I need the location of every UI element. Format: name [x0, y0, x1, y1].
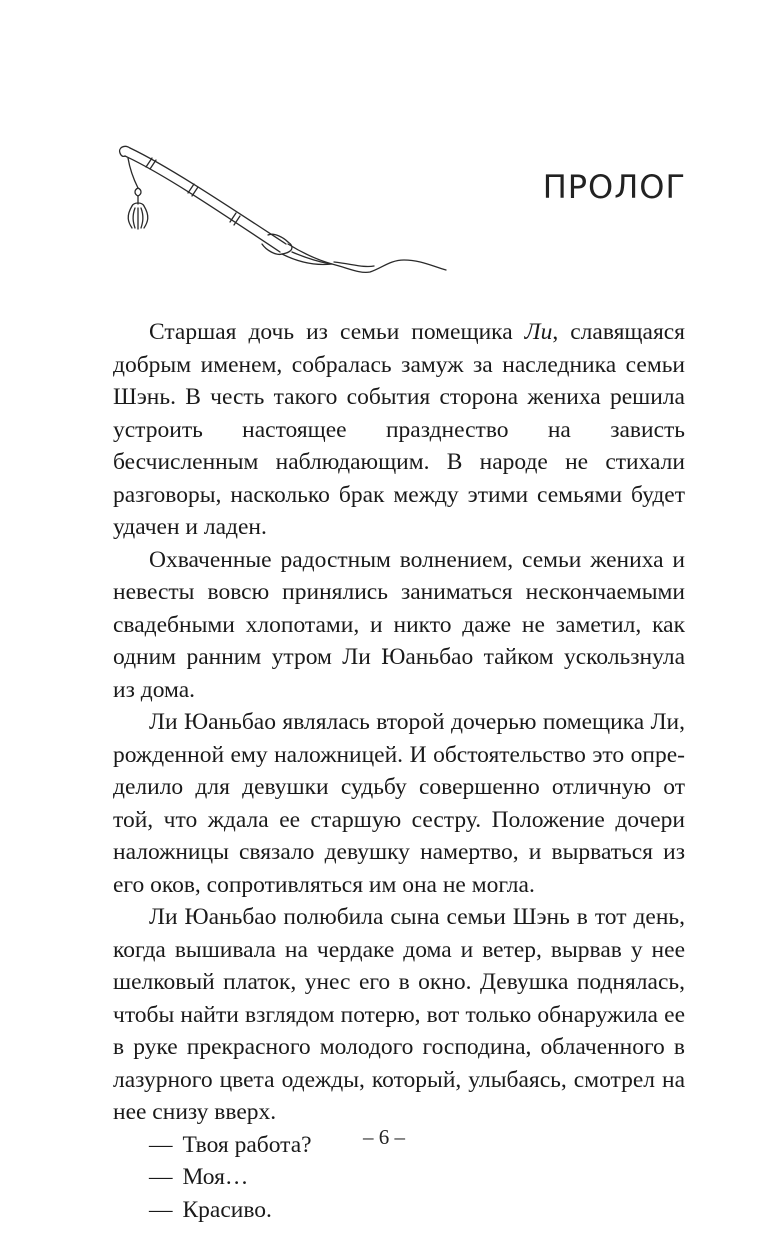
chapter-title: ПРОЛОГ — [542, 168, 686, 206]
page-number: – 6 – — [363, 1125, 405, 1149]
prologue-text — [113, 316, 685, 1226]
paragraph: Охваченные радостным волнением, семьи жениха и невесты вовсю принялись заниматься нескончаемыми свадебными хлопотами, и никто даже не заметил, как одним ранним утром Ли Юаньбао тайком ускользнула из дома. — [113, 546, 685, 703]
paragraph: Ли Юаньбао являлась второй дочерью помещика Ли, рожденной ему наложницей. И обстоятельство это определило для девушки судьбу совершенно отличную от той, что ждала ее старшую сестру. Положение дочери наложницы связало девушку намертво, и вырваться из его оков, сопротивляться им она не могла. — [113, 709, 685, 898]
dialog-line: — Красиво. — [149, 1196, 272, 1223]
dialog-line: — Твоя работа? — [149, 1131, 312, 1158]
calligraphy-brush-icon — [108, 136, 448, 286]
paragraph: Старшая дочь из семьи помещика Ли, славящаяся добрым именем, собралась замуж за наследника семьи Шэнь. В честь такого события сторона жениха решила устроить настоящее празднество на зависть бесчисленным наблюдающим. В народе не стихали разговоры, насколько брак между этими семьями будет удачен и ладен. — [113, 319, 685, 540]
paragraph: Ли Юаньбао полюбила сына семьи Шэнь в тот день, когда вышивала на чердаке дома и ветер, вырвав у нее шелковый платок, унес его в окно. Девушка поднялась, чтобы найти взглядом потерю, вот только обнаружила ее в руке прекрасного молодого господина, облаченного в лазурного цвета одежды, который, улыбаясь, смотрел на нее снизу вверх. — [113, 904, 685, 1125]
dialog-line: — Моя… — [149, 1164, 249, 1190]
